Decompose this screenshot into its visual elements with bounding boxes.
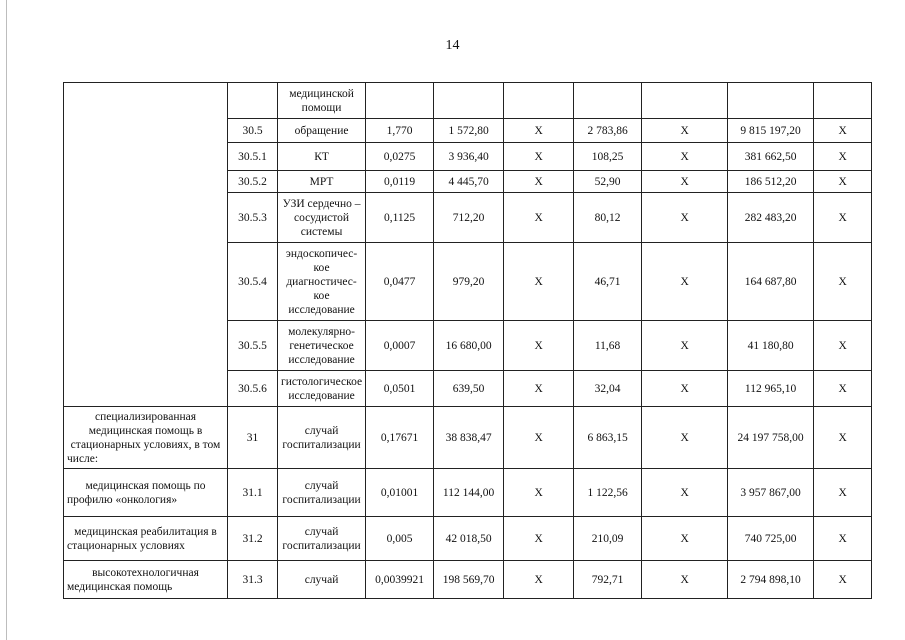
unit-cell: МРТ [278,171,366,193]
norm-cell [366,83,434,119]
value-cell: 792,71 [574,561,642,599]
value-cell: X [814,193,872,243]
value-cell: X [814,243,872,321]
value-cell: 11,68 [574,321,642,371]
code-cell: 30.5.6 [228,371,278,407]
unit-cell: случай госпитализации [278,469,366,517]
section-name-cell: высокотехнологичная медицинская помощь [64,561,228,599]
norm-cell: 1,770 [366,119,434,143]
code-cell: 30.5.3 [228,193,278,243]
value-cell: X [642,193,728,243]
section-name-cell: специализированная медицинская помощь в стационарных условиях, в том числе: [64,407,228,469]
cost-cell: 198 569,70 [434,561,504,599]
code-cell: 30.5.4 [228,243,278,321]
value-cell: 112 965,10 [728,371,814,407]
section-name-cell: медицинская реабилитация в стационарных условиях [64,517,228,561]
value-cell [574,83,642,119]
value-cell: 6 863,15 [574,407,642,469]
code-cell [228,83,278,119]
value-cell: 32,04 [574,371,642,407]
section-name-cell: медицинская помощь по профилю «онкология» [64,469,228,517]
value-cell: X [814,469,872,517]
value-cell: X [814,119,872,143]
value-cell: 108,25 [574,143,642,171]
value-cell: 210,09 [574,517,642,561]
norm-cell: 0,0007 [366,321,434,371]
page-number: 14 [445,38,460,53]
value-cell: X [642,517,728,561]
value-cell: X [642,561,728,599]
norm-cell: 0,01001 [366,469,434,517]
code-cell: 31 [228,407,278,469]
unit-cell: случай госпитализации [278,407,366,469]
table-row [64,407,872,469]
value-cell: X [814,171,872,193]
code-cell: 30.5.5 [228,321,278,371]
norm-cell: 0,0477 [366,243,434,321]
value-cell: X [814,561,872,599]
unit-cell: гистологическое исследование [278,371,366,407]
norm-cell: 0,005 [366,517,434,561]
unit-cell: медицинской помощи [278,83,366,119]
table-row [64,517,872,561]
norm-cell: 0,0275 [366,143,434,171]
value-cell: X [504,517,574,561]
unit-cell: случай [278,561,366,599]
value-cell [642,83,728,119]
unit-cell: случай госпитализации [278,517,366,561]
cost-cell: 639,50 [434,371,504,407]
value-cell: 2 783,86 [574,119,642,143]
value-cell: 41 180,80 [728,321,814,371]
unit-cell: КТ [278,143,366,171]
value-cell: X [504,243,574,321]
unit-cell: эндоскопичес-кое диагностичес-кое исследование [278,243,366,321]
value-cell: 3 957 867,00 [728,469,814,517]
value-cell: X [642,407,728,469]
tariff-table [63,82,872,599]
value-cell: 381 662,50 [728,143,814,171]
value-cell: X [642,171,728,193]
value-cell: X [642,321,728,371]
value-cell [504,83,574,119]
value-cell [814,83,872,119]
value-cell: X [504,561,574,599]
norm-cell: 0,0039921 [366,561,434,599]
value-cell: 80,12 [574,193,642,243]
value-cell: 740 725,00 [728,517,814,561]
norm-cell: 0,1125 [366,193,434,243]
value-cell: 164 687,80 [728,243,814,321]
norm-cell: 0,0119 [366,171,434,193]
value-cell: X [814,371,872,407]
code-cell: 31.1 [228,469,278,517]
value-cell: X [504,407,574,469]
value-cell: 24 197 758,00 [728,407,814,469]
value-cell: X [504,193,574,243]
cost-cell: 3 936,40 [434,143,504,171]
value-cell: 282 483,20 [728,193,814,243]
value-cell: X [814,143,872,171]
code-cell: 30.5.2 [228,171,278,193]
unit-cell: обращение [278,119,366,143]
table-row [64,561,872,599]
code-cell: 30.5.1 [228,143,278,171]
code-cell: 31.3 [228,561,278,599]
cost-cell: 979,20 [434,243,504,321]
code-cell: 30.5 [228,119,278,143]
norm-cell: 0,0501 [366,371,434,407]
value-cell: 9 815 197,20 [728,119,814,143]
value-cell: X [504,119,574,143]
value-cell: X [814,517,872,561]
value-cell: 2 794 898,10 [728,561,814,599]
value-cell: X [642,371,728,407]
norm-cell: 0,17671 [366,407,434,469]
value-cell: X [504,171,574,193]
value-cell: X [504,469,574,517]
value-cell: 1 122,56 [574,469,642,517]
cost-cell: 42 018,50 [434,517,504,561]
value-cell: X [642,469,728,517]
value-cell: X [504,371,574,407]
cost-cell: 712,20 [434,193,504,243]
value-cell: X [504,143,574,171]
unit-cell: УЗИ сердечно – сосудистой системы [278,193,366,243]
cost-cell: 1 572,80 [434,119,504,143]
cost-cell: 112 144,00 [434,469,504,517]
cost-cell: 38 838,47 [434,407,504,469]
cost-cell [434,83,504,119]
cost-cell: 16 680,00 [434,321,504,371]
value-cell: X [814,321,872,371]
value-cell [728,83,814,119]
value-cell: X [642,143,728,171]
cost-cell: 4 445,70 [434,171,504,193]
value-cell: 186 512,20 [728,171,814,193]
table-row [64,469,872,517]
value-cell: X [642,119,728,143]
value-cell: X [814,407,872,469]
value-cell: 46,71 [574,243,642,321]
code-cell: 31.2 [228,517,278,561]
table-row [64,83,872,119]
page-edge-line [6,0,7,640]
section-name-cell [64,83,228,407]
value-cell: 52,90 [574,171,642,193]
value-cell: X [642,243,728,321]
value-cell: X [504,321,574,371]
unit-cell: молекулярно-генетическое исследование [278,321,366,371]
